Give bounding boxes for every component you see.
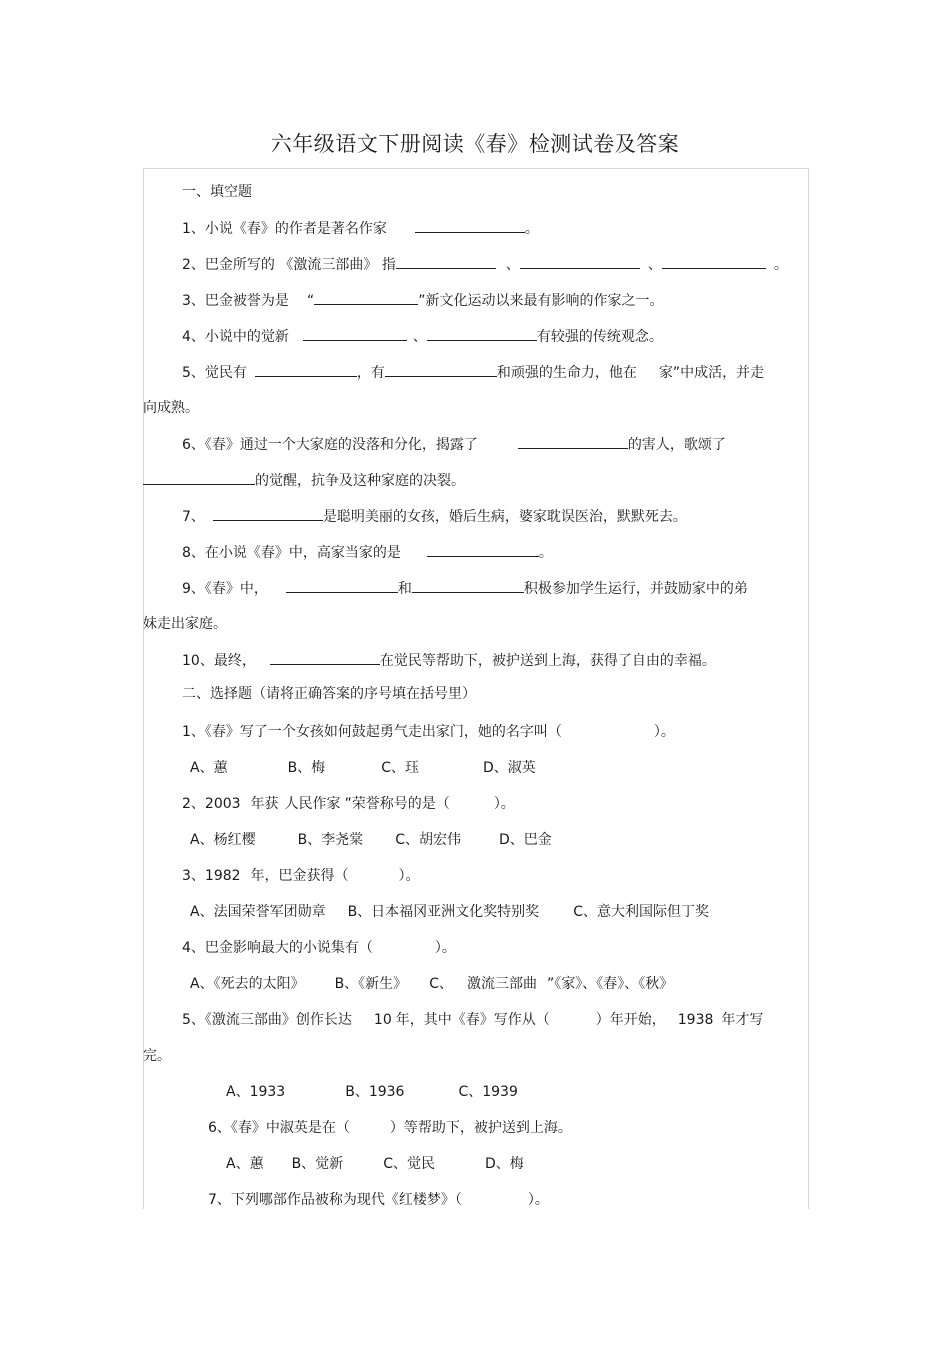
answer-blank[interactable] xyxy=(385,362,497,377)
question-text: 10 xyxy=(373,1012,392,1028)
answer-blank[interactable] xyxy=(286,578,398,593)
question-text: 6、《春》通过一个大家庭的没落和分化，揭露了 xyxy=(182,437,478,453)
question-text: 10、最终， xyxy=(182,653,256,669)
option[interactable]: C、意大利国际但丁奖 xyxy=(573,904,709,920)
choice-question-3 xyxy=(182,866,420,886)
option[interactable]: B、日本福冈亚洲文化奖特别奖 xyxy=(347,904,540,920)
question-10 xyxy=(182,650,716,671)
separator: 、 xyxy=(505,257,520,273)
option[interactable]: C、 xyxy=(429,976,453,992)
question-text: 。 xyxy=(524,221,539,237)
question-text: 是聪明美丽的女孩，婚后生病，婆家耽误医治，默默死去。 xyxy=(322,509,687,525)
answer-blank[interactable] xyxy=(415,218,525,233)
question-text: 家”中成活，并走 xyxy=(658,365,765,381)
choice-options-1 xyxy=(190,758,536,778)
option[interactable]: A、蕙 xyxy=(226,1156,264,1172)
option[interactable]: B、《新生》 xyxy=(334,976,408,992)
question-text: 年才写 xyxy=(721,1012,764,1028)
answer-blank[interactable] xyxy=(303,326,407,341)
choice-question-6 xyxy=(208,1118,572,1138)
page-title: 六年级语文下册阅读《春》检测试卷及答案 xyxy=(270,132,680,156)
question-text: 有较强的传统观念。 xyxy=(536,329,663,345)
choice-question-5-continued: 完。 xyxy=(143,1048,171,1064)
choice-options-3 xyxy=(190,902,709,922)
separator: 、 xyxy=(647,257,662,273)
question-text: 年，其中《春》写作从（ xyxy=(395,1012,550,1028)
question-2 xyxy=(182,254,788,275)
question-text: 7、 xyxy=(182,509,205,525)
question-text: 年获 xyxy=(250,796,279,812)
question-text: 9、《春》中， xyxy=(182,581,268,597)
answer-blank[interactable] xyxy=(396,254,496,269)
question-text: ）年开始， xyxy=(595,1012,666,1028)
choice-question-7 xyxy=(208,1190,549,1210)
answer-blank[interactable] xyxy=(427,326,537,341)
option[interactable]: C、1939 xyxy=(458,1084,518,1100)
question-text: ）。 xyxy=(527,1192,549,1208)
quote-mark: “ xyxy=(306,293,315,309)
question-9 xyxy=(182,578,748,599)
question-text: ”新文化运动以来最有影响的作家之一。 xyxy=(418,293,664,309)
question-text: 7、下列哪部作品被称为现代《红楼梦》（ xyxy=(208,1192,462,1208)
question-text: 1、小说《春》的作者是著名作家 xyxy=(182,221,387,237)
option[interactable]: B、李尧棠 xyxy=(297,832,364,848)
question-text: ）。 xyxy=(653,724,675,740)
answer-blank[interactable] xyxy=(314,290,418,305)
question-6 xyxy=(182,434,726,455)
question-text: 积极参加学生运行，并鼓励家中的弟 xyxy=(523,581,748,597)
question-4 xyxy=(182,326,663,347)
option[interactable]: D、梅 xyxy=(484,1156,524,1172)
question-text: 年，巴金获得（ xyxy=(250,868,349,884)
question-text: 5、《激流三部曲》创作长达 xyxy=(182,1012,352,1028)
question-1 xyxy=(182,218,539,239)
question-text: ）。 xyxy=(493,796,515,812)
question-7 xyxy=(182,506,687,527)
separator: 、 xyxy=(412,329,427,345)
question-text: 3、巴金被誉为是 xyxy=(182,293,289,309)
question-text: 的害人，歌颂了 xyxy=(627,437,726,453)
option[interactable]: C、珏 xyxy=(381,760,419,776)
question-text: ）等帮助下，被护送到上海。 xyxy=(389,1120,572,1136)
answer-blank[interactable] xyxy=(143,470,255,485)
choice-options-6 xyxy=(226,1154,524,1174)
option[interactable]: D、巴金 xyxy=(498,832,552,848)
question-text: ，有 xyxy=(356,365,385,381)
answer-blank[interactable] xyxy=(427,542,539,557)
option[interactable]: A、法国荣誉军团勋章 xyxy=(190,904,326,920)
question-text: 。 xyxy=(538,545,553,561)
question-text: 。 xyxy=(773,257,788,273)
question-5 xyxy=(182,362,764,383)
answer-blank[interactable] xyxy=(520,254,640,269)
option[interactable]: A、杨红樱 xyxy=(190,832,256,848)
question-text: 4、巴金影响最大的小说集有（ xyxy=(182,940,373,956)
question-text: ）。 xyxy=(398,868,420,884)
choice-question-4 xyxy=(182,938,456,958)
question-text: ”荣誉称号的是（ xyxy=(344,796,450,812)
answer-blank[interactable] xyxy=(412,578,524,593)
option-text: ”《家》、《春》、《秋》 xyxy=(546,976,674,992)
question-text: 2、巴金所写的 《激流三部曲》 指 xyxy=(182,257,396,273)
question-6-continued xyxy=(143,470,465,491)
question-text: 1938 xyxy=(677,1012,714,1028)
answer-blank[interactable] xyxy=(662,254,766,269)
question-text: 4、小说中的觉新 xyxy=(182,329,289,345)
choice-question-1 xyxy=(182,722,675,742)
question-text: 1、《春》写了一个女孩如何鼓起勇气走出家门，她的名字叫（ xyxy=(182,724,562,740)
question-text: 在觉民等帮助下，被护送到上海，获得了自由的幸福。 xyxy=(379,653,716,669)
answer-blank[interactable] xyxy=(518,434,628,449)
question-text: 的觉醒，抗争及这种家庭的决裂。 xyxy=(255,473,465,489)
option[interactable]: A、蕙 xyxy=(190,760,228,776)
choice-options-2 xyxy=(190,830,552,850)
question-text: 2、2003 xyxy=(182,796,241,812)
option[interactable]: A、《死去的太阳》 xyxy=(190,976,305,992)
question-5-continued: 向成熟。 xyxy=(143,400,199,416)
answer-blank[interactable] xyxy=(213,506,323,521)
question-text: 和 xyxy=(397,581,412,597)
option[interactable]: C、胡宏伟 xyxy=(395,832,461,848)
option-text: 激流三部曲 xyxy=(466,976,537,992)
question-text: 6、《春》中淑英是在（ xyxy=(208,1120,350,1136)
answer-blank[interactable] xyxy=(270,650,380,665)
option[interactable]: D、淑英 xyxy=(482,760,536,776)
option[interactable]: B、1936 xyxy=(345,1084,405,1100)
answer-blank[interactable] xyxy=(255,362,357,377)
question-9-continued: 妹走出家庭。 xyxy=(143,616,227,632)
question-text: 5、觉民有 xyxy=(182,365,247,381)
choice-options-5 xyxy=(226,1082,518,1102)
option[interactable]: C、觉民 xyxy=(383,1156,435,1172)
choice-question-2 xyxy=(182,794,515,814)
question-text: ）。 xyxy=(434,940,456,956)
question-text: 人民作家 xyxy=(284,796,341,812)
section-heading-multiple-choice: 二、选择题（请将正确答案的序号填在括号里） xyxy=(182,686,476,702)
question-text: 和顽强的生命力，他在 xyxy=(496,365,637,381)
question-text: 3、1982 xyxy=(182,868,241,884)
option[interactable]: A、1933 xyxy=(226,1084,286,1100)
option[interactable]: B、梅 xyxy=(287,760,326,776)
question-text: 8、在小说《春》中，高家当家的是 xyxy=(182,545,401,561)
choice-options-4 xyxy=(190,974,673,994)
question-3 xyxy=(182,290,663,311)
section-heading-fill-blank: 一、填空题 xyxy=(182,184,252,200)
question-8 xyxy=(182,542,553,563)
option[interactable]: B、觉新 xyxy=(291,1156,344,1172)
choice-question-5 xyxy=(182,1010,763,1030)
